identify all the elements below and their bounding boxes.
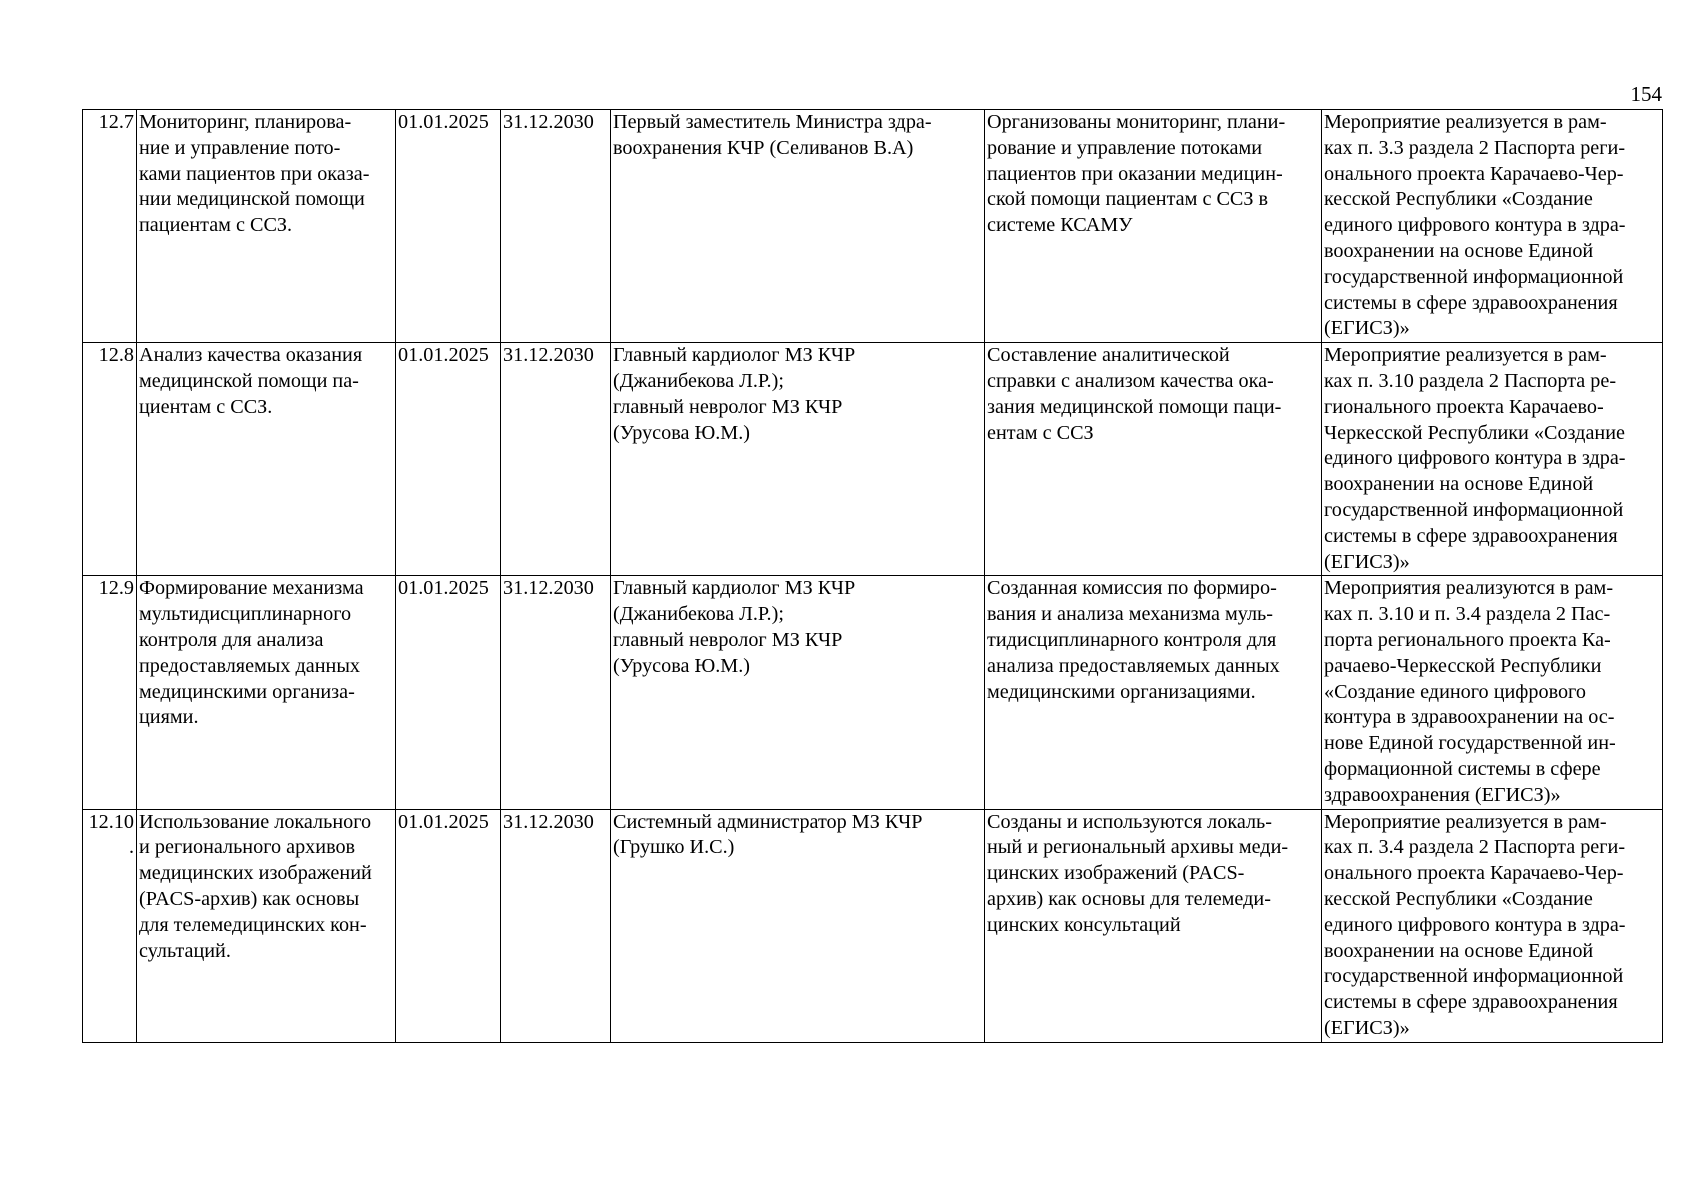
table-row [83, 343, 1663, 576]
responsible-cell: Главный кардиолог МЗ КЧР (Джанибекова Л.Р.); главный невролог МЗ КЧР (Урусова Ю.М.) [611, 343, 985, 576]
start-date-cell: 01.01.2025 [396, 343, 501, 576]
row-number: 12.7 [83, 110, 137, 343]
row-number: 12.8 [83, 343, 137, 576]
responsible-cell: Системный администратор МЗ КЧР (Грушко И.С.) [611, 809, 985, 1042]
end-date-cell: 31.12.2030 [501, 110, 611, 343]
activity-cell: Формирование механизма мультидисциплинарного контроля для анализа предоставляемых данных медицинскими организа- циями. [137, 576, 396, 809]
row-number: 12.10 . [83, 809, 137, 1042]
note-cell: Мероприятие реализуется в рам- ках п. 3.3 раздела 2 Паспорта реги- онального проекта Карачаево-Чер- кесской Республики «Создание единого цифрового контура в здра- воохранении на основе Единой государственной информационной системы в сфере здравоохранения (ЕГИСЗ)» [1322, 110, 1663, 343]
end-date-cell: 31.12.2030 [501, 576, 611, 809]
responsible-cell: Главный кардиолог МЗ КЧР (Джанибекова Л.Р.); главный невролог МЗ КЧР (Урусова Ю.М.) [611, 576, 985, 809]
note-cell: Мероприятия реализуются в рам- ках п. 3.10 и п. 3.4 раздела 2 Пас- порта регионального проекта Ка- рачаево-Черкесской Республики «Создание единого цифрового контура в здравоохранении на ос- нове Единой государственной ин- формационной системы в сфере здравоохранения (ЕГИСЗ)» [1322, 576, 1663, 809]
page-number: 154 [1630, 82, 1662, 106]
end-date-cell: 31.12.2030 [501, 343, 611, 576]
end-date-cell: 31.12.2030 [501, 809, 611, 1042]
start-date-cell: 01.01.2025 [396, 576, 501, 809]
start-date-cell: 01.01.2025 [396, 110, 501, 343]
result-cell: Созданы и используются локаль- ный и региональный архивы меди- цинских изображений (PACS- архив) как основы для телемеди- цинских консультаций [985, 809, 1322, 1042]
activity-cell: Мониторинг, планирова- ние и управление пото- ками пациентов при оказа- нии медицинской помощи пациентам с ССЗ. [137, 110, 396, 343]
activity-cell: Использование локального и регионального архивов медицинских изображений (PACS-архив) как основы для телемедицинских кон- сультаций. [137, 809, 396, 1042]
activities-table [82, 109, 1663, 1043]
result-cell: Созданная комиссия по формиро- вания и анализа механизма муль- тидисциплинарного контроля для анализа предоставляемых данных медицинскими организациями. [985, 576, 1322, 809]
row-number: 12.9 [83, 576, 137, 809]
result-cell: Составление аналитической справки с анализом качества ока- зания медицинской помощи паци- ентам с ССЗ [985, 343, 1322, 576]
start-date-cell: 01.01.2025 [396, 809, 501, 1042]
note-cell: Мероприятие реализуется в рам- ках п. 3.4 раздела 2 Паспорта реги- онального проекта Карачаево-Чер- кесской Республики «Создание единого цифрового контура в здра- воохранении на основе Единой государственной информационной системы в сфере здравоохранения (ЕГИСЗ)» [1322, 809, 1663, 1042]
activity-cell: Анализ качества оказания медицинской помощи па- циентам с ССЗ. [137, 343, 396, 576]
table-row [83, 809, 1663, 1042]
table-row [83, 110, 1663, 343]
responsible-cell: Первый заместитель Министра здра- воохранения КЧР (Селиванов В.А) [611, 110, 985, 343]
result-cell: Организованы мониторинг, плани- рование и управление потоками пациентов при оказании медицин- ской помощи пациентам с ССЗ в системе КСАМУ [985, 110, 1322, 343]
note-cell: Мероприятие реализуется в рам- ках п. 3.10 раздела 2 Паспорта ре- гионального проекта Карачаево- Черкесской Республики «Создание единого цифрового контура в здра- воохранении на основе Единой государственной информационной системы в сфере здравоохранения (ЕГИСЗ)» [1322, 343, 1663, 576]
table-row [83, 576, 1663, 809]
